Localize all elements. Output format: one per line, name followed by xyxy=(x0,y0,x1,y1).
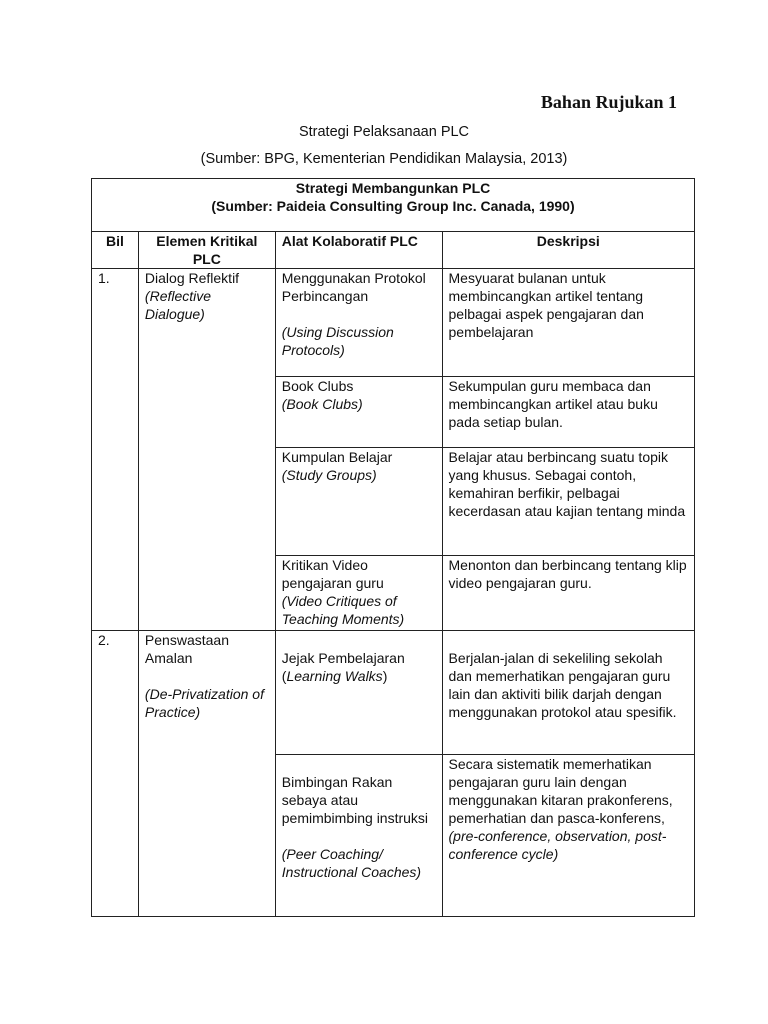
tool-cell xyxy=(275,755,442,917)
table-title-cell xyxy=(92,179,695,232)
tool-name-english: (Using Discussion Protocols) xyxy=(281,324,394,358)
tool-name: Kritikan Video pengajaran guru xyxy=(281,557,384,591)
description-text-english: (pre-conference, observation, post-conference cycle) xyxy=(448,828,667,862)
description-cell: Berjalan-jalan di sekeliling sekolah dan memerhatikan pengajaran guru lain dan aktiviti bilik darjah dengan menggunakan protokol atau spesifik. xyxy=(442,631,694,755)
tool-name: Bimbingan Rakan sebaya atau pemimbimbing instruksi xyxy=(281,774,429,826)
column-header-element: Elemen Kritikal PLC xyxy=(138,232,275,269)
tool-cell xyxy=(275,377,442,448)
column-header-description: Deskripsi xyxy=(442,232,694,269)
tool-cell xyxy=(275,448,442,556)
element-name-english: (Reflective Dialogue) xyxy=(144,288,212,322)
row-number: 2. xyxy=(92,631,139,917)
table-title-row xyxy=(92,179,695,232)
table-row xyxy=(92,269,695,377)
column-header-row xyxy=(92,232,695,269)
tool-name: Menggunakan Protokol Perbincangan xyxy=(281,270,426,304)
element-cell xyxy=(138,631,275,917)
element-name: Dialog Reflektif xyxy=(144,270,240,286)
description-cell: Mesyuarat bulanan untuk membincangkan artikel tentang pelbagai aspek pengajaran dan pembelajaran xyxy=(442,269,694,377)
tool-name: Book Clubs xyxy=(281,378,354,394)
column-header-bil: Bil xyxy=(92,232,139,269)
document-source: (Sumber: BPG, Kementerian Pendidikan Malaysia, 2013) xyxy=(200,151,568,167)
tool-cell: Jejak Pembelajaran (Learning Walks) xyxy=(275,631,442,755)
tool-name: Kumpulan Belajar xyxy=(281,449,393,465)
tool-name-english: Learning Walks xyxy=(286,668,383,684)
element-cell xyxy=(138,269,275,631)
description-cell: Sekumpulan guru membaca dan membincangkan artikel atau buku pada setiap bulan. xyxy=(442,377,694,448)
tool-cell xyxy=(275,269,442,377)
tool-name: Jejak Pembelajaran xyxy=(281,650,405,666)
tool-name-english: (Peer Coaching/ Instructional Coaches) xyxy=(281,846,422,880)
element-name: Penswastaan Amalan xyxy=(144,632,229,666)
description-cell xyxy=(442,755,694,917)
table-subtitle: (Sumber: Paideia Consulting Group Inc. Canada, 1990) xyxy=(211,198,575,214)
table-title: Strategi Membangunkan PLC xyxy=(295,180,491,196)
reference-title: Bahan Rujukan 1 xyxy=(540,92,677,112)
description-cell: Menonton dan berbincang tentang klip video pengajaran guru. xyxy=(442,556,694,631)
description-cell: Belajar atau berbincang suatu topik yang khusus. Sebagai contoh, kemahiran berfikir, pelbagai kecerdasan atau kajian tentang minda xyxy=(442,448,694,556)
tool-cell xyxy=(275,556,442,631)
row-number: 1. xyxy=(92,269,139,631)
table-row xyxy=(92,631,695,755)
tool-name-english: (Book Clubs) xyxy=(281,396,363,412)
tool-name-english: (Video Critiques of Teaching Moments) xyxy=(281,593,405,627)
document-title: Strategi Pelaksanaan PLC xyxy=(298,124,470,140)
plc-strategy-table xyxy=(91,178,695,917)
column-header-tool: Alat Kolaboratif PLC xyxy=(275,232,442,269)
description-text: Secara sistematik memerhatikan pengajaran guru lain dengan menggunakan kitaran prakonferens, pemerhatian dan pasca-konferens, xyxy=(448,756,673,826)
element-name-english: (De-Privatization of Practice) xyxy=(144,686,264,720)
tool-name-english: (Study Groups) xyxy=(281,467,377,483)
